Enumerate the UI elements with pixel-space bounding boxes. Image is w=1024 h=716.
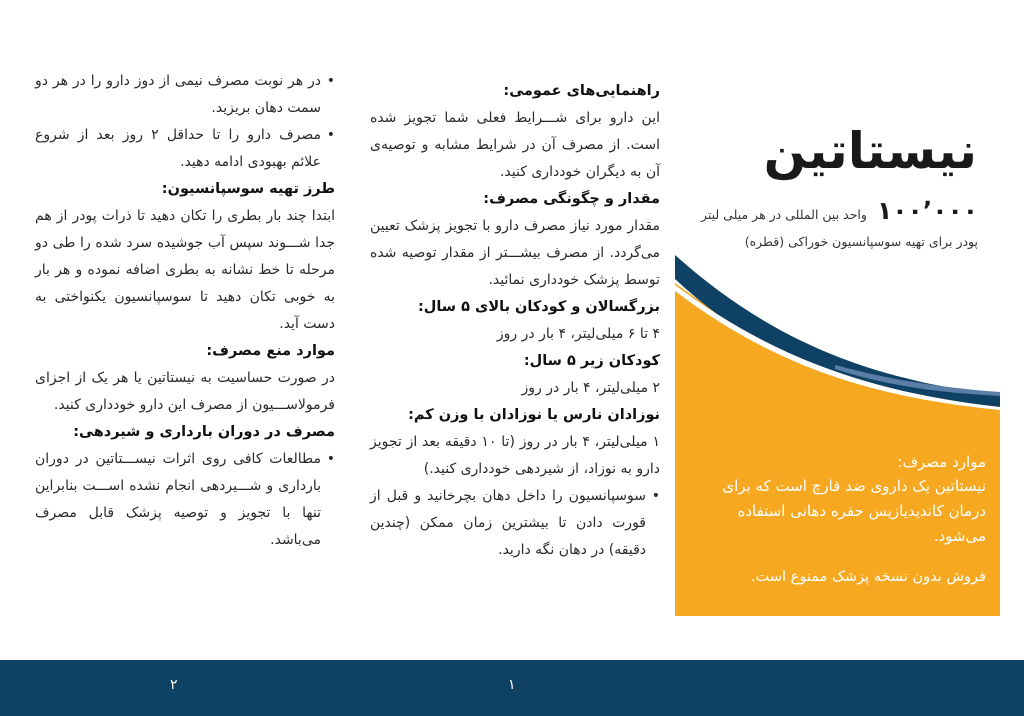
paragraph: این دارو برای شـــرایط فعلی شما تجویز شده است. از مصرف آن در شرایط مشابه و توصیه‌ی آن به دیگران خودداری کنید. [370, 110, 660, 180]
section-heading: مقدار و چگونگی مصرف: [483, 191, 660, 207]
info-body: نیستاتین یک داروی ضد قارچ است که برای درمان کاندیدیازیس حفره دهانی استفاده می‌شود. [722, 477, 986, 545]
bullet-item: • سوسپانسیون را داخل دهان بچرخانید و قبل از قورت دادن تا بیشترین زمان ممکن (چندین دقیقه) در دهان نگه دارید. [370, 488, 660, 558]
paragraph: ۲ میلی‌لیتر، ۴ بار در روز [521, 380, 660, 396]
paragraph: ۴ تا ۶ میلی‌لیتر، ۴ بار در روز [496, 326, 660, 342]
strength-line [701, 196, 978, 225]
section-heading: موارد منع مصرف: [206, 343, 335, 359]
section-heading: کودکان زیر ۵ سال: [523, 353, 660, 369]
middle-column [370, 78, 660, 564]
prescription-warning: فروش بدون نسخه پزشک ممنوع است. [751, 569, 986, 585]
dosage-form: پودر برای تهیه سوسپانسیون خوراکی (قطره) [744, 234, 978, 249]
page-number-1: ۱ [508, 677, 516, 693]
footer-bar [0, 660, 1024, 716]
info-box [706, 450, 986, 589]
section-heading: بزرگسالان و کودکان بالای ۵ سال: [417, 299, 660, 315]
paragraph: ابتدا چند بار بطری را تکان دهید تا ذرات پودر از هم جدا شـــوند سپس آب جوشیده سرد شده را طی دو مرحله تا خط نشانه به بطری اضافه نموده و هر بار به خوبی تکان دهید تا سوسپانسیون یکنواختی به دست آید. [35, 208, 335, 332]
bullet-item: • مصرف دارو را تا حداقل ۲ روز بعد از شروع علائم بهبودی ادامه دهید. [35, 127, 335, 170]
section-heading: مصرف در دوران بارداری و شیردهی: [73, 424, 335, 440]
strength-value: ۱۰۰٬۰۰۰ [876, 196, 978, 225]
section-heading: نوزادان نارس یا نوزادان با وزن کم: [408, 407, 660, 423]
paragraph: مقدار مورد نیاز مصرف دارو با تجویز پزشک تعیین می‌گردد. از مصرف بیشـــتر از مقدار توصیه شده توسط پزشک خودداری نمائید. [370, 218, 660, 288]
strength-unit: واحد بین المللی در هر میلی لیتر [700, 207, 867, 222]
bullet-item: • مطالعات کافی روی اثرات نیســـتاتین در دوران بارداری و شـــیردهی انجام نشده اســـت بنابراین تنها با تجویز و توصیه پزشک قابل مصرف می‌باشد. [35, 451, 335, 548]
product-title: نیستاتین [763, 122, 977, 180]
section-heading: راهنمایی‌های عمومی: [503, 83, 660, 99]
section-heading: طرز تهیه سوسپانسیون: [161, 181, 335, 197]
left-column [35, 68, 335, 554]
page-number-2: ۲ [170, 677, 178, 693]
info-heading: موارد مصرف: [897, 453, 986, 471]
paragraph: ۱ میلی‌لیتر، ۴ بار در روز (تا ۱۰ دقیقه بعد از تجویز دارو به نوزاد، از شیردهی خودداری کنید.) [370, 434, 661, 477]
paragraph: در صورت حساسیت به نیستاتین یا هر یک از اجزای فرمولاســـیون از مصرف این دارو خودداری کنید. [35, 370, 335, 413]
bullet-item: • در هر نوبت مصرف نیمی از دوز دارو را در هر دو سمت دهان بریزید. [35, 73, 335, 116]
